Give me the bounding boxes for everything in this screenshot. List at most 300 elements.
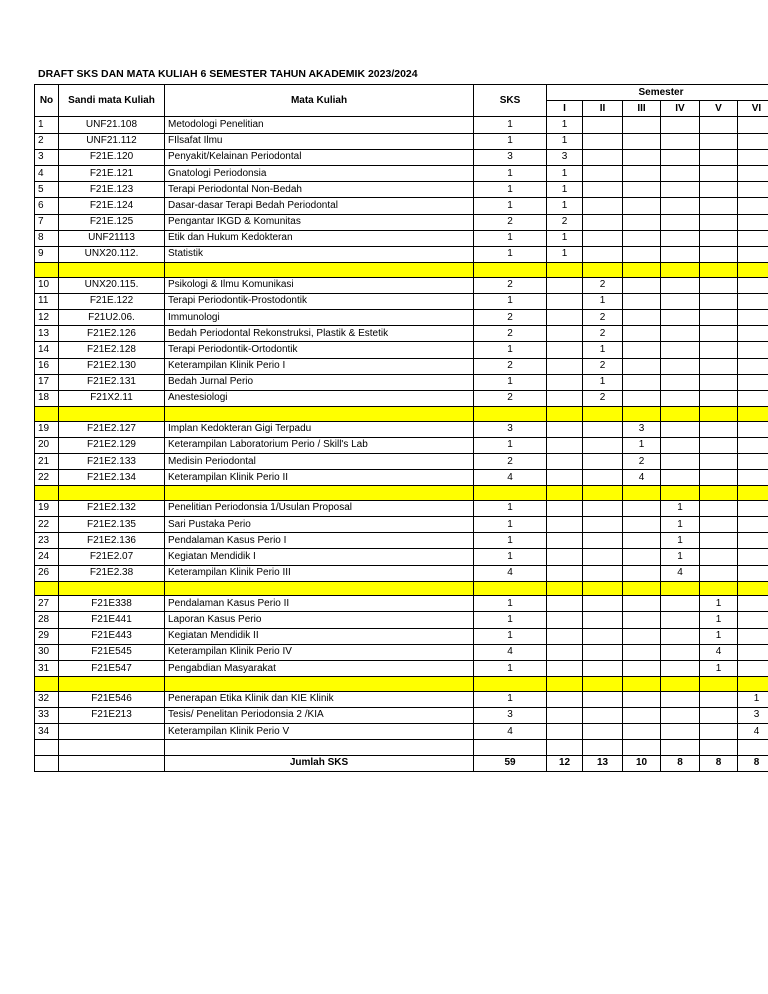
- row-sem-3: [623, 309, 661, 325]
- row-code: F21E2.133: [59, 453, 165, 469]
- row-sem-5: [700, 358, 738, 374]
- row-sem-6: [738, 437, 768, 453]
- table-row: [35, 453, 768, 469]
- separator-cell: [35, 677, 59, 692]
- row-no: 31: [35, 661, 59, 677]
- row-sem-6: [738, 165, 768, 181]
- row-course-name: Pengantar IKGD & Komunitas: [165, 214, 474, 230]
- row-sem-2: [583, 182, 623, 198]
- row-sem-1: [547, 612, 583, 628]
- separator-cell: [583, 677, 623, 692]
- row-course-name: FIlsafat Ilmu: [165, 133, 474, 149]
- table-row: [35, 565, 768, 581]
- group-separator: [35, 263, 768, 278]
- row-sem-2: [583, 421, 623, 437]
- row-no: 10: [35, 277, 59, 293]
- row-sem-2: [583, 517, 623, 533]
- row-sem-4: [661, 277, 700, 293]
- header-sem-4: IV: [661, 101, 700, 117]
- row-course-name: Keterampilan Klinik Perio IV: [165, 644, 474, 660]
- row-sem-3: 2: [623, 453, 661, 469]
- separator-cell: [165, 407, 474, 422]
- header-sandi: Sandi mata Kuliah: [59, 85, 165, 117]
- row-sem-5: [700, 117, 738, 133]
- separator-cell: [661, 677, 700, 692]
- table-row: [35, 358, 768, 374]
- row-sem-1: [547, 596, 583, 612]
- table-row: [35, 133, 768, 149]
- total-sem-6: 8: [738, 755, 768, 771]
- table-row: [35, 182, 768, 198]
- row-sem-4: [661, 182, 700, 198]
- table-row: [35, 326, 768, 342]
- row-sks: 1: [474, 374, 547, 390]
- row-code: F21E2.130: [59, 358, 165, 374]
- total-sem-1: 12: [547, 755, 583, 771]
- row-sem-5: [700, 500, 738, 516]
- row-sem-3: [623, 230, 661, 246]
- row-sem-3: [623, 374, 661, 390]
- row-sem-2: [583, 149, 623, 165]
- row-course-name: Sari Pustaka Perio: [165, 517, 474, 533]
- row-course-name: Bedah Jurnal Perio: [165, 374, 474, 390]
- separator-cell: [474, 486, 547, 501]
- row-course-name: Keterampilan Laboratorium Perio / Skill's Lab: [165, 437, 474, 453]
- row-sem-5: [700, 293, 738, 309]
- row-sem-6: [738, 374, 768, 390]
- row-sem-2: [583, 549, 623, 565]
- row-course-name: Pendalaman Kasus Perio II: [165, 596, 474, 612]
- row-sks: 2: [474, 390, 547, 406]
- row-sem-1: [547, 326, 583, 342]
- separator-cell: [35, 263, 59, 278]
- row-sem-6: [738, 326, 768, 342]
- row-sem-6: [738, 390, 768, 406]
- row-code: F21E.121: [59, 165, 165, 181]
- row-no: 13: [35, 326, 59, 342]
- table-row: [35, 500, 768, 516]
- row-sks: 4: [474, 644, 547, 660]
- row-code: F21E2.132: [59, 500, 165, 516]
- row-code: F21E.122: [59, 293, 165, 309]
- row-code: F21E2.135: [59, 517, 165, 533]
- row-sem-1: [547, 644, 583, 660]
- row-sem-3: [623, 214, 661, 230]
- row-no: 24: [35, 549, 59, 565]
- row-sem-1: [547, 661, 583, 677]
- row-code: F21E2.134: [59, 470, 165, 486]
- row-sem-1: 1: [547, 230, 583, 246]
- row-sem-6: 1: [738, 691, 768, 707]
- row-sem-3: 4: [623, 470, 661, 486]
- row-sem-5: [700, 533, 738, 549]
- group-separator: [35, 486, 768, 501]
- separator-cell: [661, 486, 700, 501]
- row-sks: 1: [474, 230, 547, 246]
- row-no: 8: [35, 230, 59, 246]
- row-sem-2: 2: [583, 326, 623, 342]
- row-sem-5: 1: [700, 628, 738, 644]
- row-sem-4: [661, 374, 700, 390]
- row-sem-5: [700, 214, 738, 230]
- row-sem-4: [661, 437, 700, 453]
- row-sks: 2: [474, 277, 547, 293]
- header-no: No: [35, 85, 59, 117]
- header-mata-kuliah: Mata Kuliah: [165, 85, 474, 117]
- row-course-name: Tesis/ Penelitan Periodonsia 2 /KIA: [165, 707, 474, 723]
- separator-cell: [547, 581, 583, 596]
- total-sem-3: 10: [623, 755, 661, 771]
- row-course-name: Etik dan Hukum Kedokteran: [165, 230, 474, 246]
- separator-cell: [583, 407, 623, 422]
- row-course-name: Terapi Periodontik-Prostodontik: [165, 293, 474, 309]
- separator-cell: [623, 581, 661, 596]
- row-sks: 1: [474, 133, 547, 149]
- row-no: 4: [35, 165, 59, 181]
- row-sem-3: [623, 246, 661, 262]
- row-sks: 1: [474, 246, 547, 262]
- row-sem-2: [583, 644, 623, 660]
- row-sem-4: [661, 293, 700, 309]
- row-sem-4: 4: [661, 565, 700, 581]
- row-sem-1: [547, 453, 583, 469]
- row-sem-3: 3: [623, 421, 661, 437]
- separator-cell: [738, 407, 768, 422]
- table-row: [35, 628, 768, 644]
- row-sem-3: [623, 149, 661, 165]
- row-sem-1: [547, 293, 583, 309]
- row-course-name: Penyakit/Kelainan Periodontal: [165, 149, 474, 165]
- row-course-name: Dasar-dasar Terapi Bedah Periodontal: [165, 198, 474, 214]
- row-sem-4: [661, 628, 700, 644]
- row-sem-1: [547, 358, 583, 374]
- separator-cell: [165, 263, 474, 278]
- row-sem-2: [583, 628, 623, 644]
- separator-cell: [165, 486, 474, 501]
- row-no: 14: [35, 342, 59, 358]
- row-no: 28: [35, 612, 59, 628]
- row-sks: 1: [474, 517, 547, 533]
- row-no: 9: [35, 246, 59, 262]
- row-sem-4: 1: [661, 549, 700, 565]
- row-code: F21E338: [59, 596, 165, 612]
- row-no: 23: [35, 533, 59, 549]
- header-sem-6: VI: [738, 101, 768, 117]
- row-sem-5: [700, 198, 738, 214]
- row-sem-2: 2: [583, 390, 623, 406]
- row-sem-6: [738, 421, 768, 437]
- row-no: 21: [35, 453, 59, 469]
- row-sem-3: [623, 326, 661, 342]
- table-row: [35, 421, 768, 437]
- row-code: F21E.124: [59, 198, 165, 214]
- row-sem-5: 4: [700, 644, 738, 660]
- row-sks: 1: [474, 437, 547, 453]
- table-row: [35, 277, 768, 293]
- separator-cell: [547, 263, 583, 278]
- separator-cell: [661, 581, 700, 596]
- row-course-name: Keterampilan Klinik Perio II: [165, 470, 474, 486]
- row-sem-4: [661, 724, 700, 740]
- row-sem-1: [547, 374, 583, 390]
- row-sem-3: [623, 117, 661, 133]
- row-sem-3: 1: [623, 437, 661, 453]
- table-row: [35, 390, 768, 406]
- row-sks: 3: [474, 149, 547, 165]
- row-no: 26: [35, 565, 59, 581]
- separator-cell: [700, 581, 738, 596]
- row-course-name: Kegiatan Mendidik I: [165, 549, 474, 565]
- row-code: F21E547: [59, 661, 165, 677]
- row-sem-3: [623, 565, 661, 581]
- row-sem-4: [661, 644, 700, 660]
- row-code: F21E2.131: [59, 374, 165, 390]
- row-sem-3: [623, 198, 661, 214]
- row-no: 7: [35, 214, 59, 230]
- row-sem-4: [661, 661, 700, 677]
- row-no: 6: [35, 198, 59, 214]
- total-sem-5: 8: [700, 755, 738, 771]
- separator-cell: [738, 263, 768, 278]
- row-sem-5: [700, 133, 738, 149]
- row-sem-4: [661, 707, 700, 723]
- table-row: [35, 549, 768, 565]
- row-sem-6: [738, 533, 768, 549]
- separator-cell: [165, 581, 474, 596]
- separator-cell: [700, 263, 738, 278]
- row-sks: 1: [474, 342, 547, 358]
- row-sem-4: [661, 246, 700, 262]
- separator-cell: [661, 263, 700, 278]
- row-sem-5: [700, 421, 738, 437]
- row-sks: 1: [474, 661, 547, 677]
- row-code: UNX20.112.: [59, 246, 165, 262]
- row-sem-4: [661, 596, 700, 612]
- row-course-name: Anestesiologi: [165, 390, 474, 406]
- row-sem-2: [583, 612, 623, 628]
- row-course-name: Psikologi & Ilmu Komunikasi: [165, 277, 474, 293]
- separator-cell: [583, 263, 623, 278]
- row-sem-1: 1: [547, 182, 583, 198]
- row-code: F21E.123: [59, 182, 165, 198]
- row-sem-2: 2: [583, 277, 623, 293]
- row-sem-5: [700, 277, 738, 293]
- row-sem-6: [738, 517, 768, 533]
- row-sks: 1: [474, 596, 547, 612]
- row-sem-1: 2: [547, 214, 583, 230]
- row-sem-1: [547, 533, 583, 549]
- row-sem-2: 2: [583, 358, 623, 374]
- row-sem-5: [700, 549, 738, 565]
- row-no: 33: [35, 707, 59, 723]
- row-sem-6: [738, 342, 768, 358]
- row-sem-4: [661, 309, 700, 325]
- row-sem-1: 1: [547, 198, 583, 214]
- row-sem-1: [547, 549, 583, 565]
- row-code: F21E443: [59, 628, 165, 644]
- row-code: [59, 724, 165, 740]
- row-sem-3: [623, 165, 661, 181]
- separator-cell: [623, 677, 661, 692]
- table-row: [35, 309, 768, 325]
- row-code: F21E2.136: [59, 533, 165, 549]
- row-sem-5: 1: [700, 596, 738, 612]
- row-course-name: Pengabdian Masyarakat: [165, 661, 474, 677]
- row-sem-5: [700, 437, 738, 453]
- row-no: 1: [35, 117, 59, 133]
- row-sem-1: [547, 565, 583, 581]
- table-row: [35, 533, 768, 549]
- row-sem-1: [547, 707, 583, 723]
- row-sem-5: [700, 309, 738, 325]
- row-sem-5: [700, 390, 738, 406]
- row-sem-6: [738, 661, 768, 677]
- table-row: [35, 517, 768, 533]
- row-sem-4: [661, 612, 700, 628]
- table-row: [35, 293, 768, 309]
- row-sem-1: [547, 421, 583, 437]
- row-sks: 1: [474, 500, 547, 516]
- separator-cell: [547, 486, 583, 501]
- row-sks: 3: [474, 421, 547, 437]
- row-code: F21E.120: [59, 149, 165, 165]
- table-row: [35, 644, 768, 660]
- row-sem-6: [738, 596, 768, 612]
- row-sem-5: [700, 691, 738, 707]
- row-sem-2: [583, 214, 623, 230]
- row-course-name: Penelitian Periodonsia 1/Usulan Proposal: [165, 500, 474, 516]
- row-sem-5: [700, 707, 738, 723]
- row-no: 3: [35, 149, 59, 165]
- separator-cell: [474, 263, 547, 278]
- table-row: [35, 661, 768, 677]
- row-sem-6: [738, 565, 768, 581]
- row-code: F21E2.38: [59, 565, 165, 581]
- row-sem-6: [738, 500, 768, 516]
- sks-table: [34, 84, 768, 772]
- header-sem-5: V: [700, 101, 738, 117]
- header-sem-2: II: [583, 101, 623, 117]
- row-sem-4: [661, 453, 700, 469]
- row-sem-6: [738, 246, 768, 262]
- row-sem-2: [583, 565, 623, 581]
- row-sem-2: [583, 691, 623, 707]
- separator-cell: [547, 677, 583, 692]
- separator-cell: [59, 263, 165, 278]
- row-sem-5: [700, 165, 738, 181]
- row-no: 2: [35, 133, 59, 149]
- row-sem-1: 1: [547, 246, 583, 262]
- table-row: [35, 596, 768, 612]
- table-row: [35, 117, 768, 133]
- row-sem-1: 3: [547, 149, 583, 165]
- document-title: DRAFT SKS DAN MATA KULIAH 6 SEMESTER TAHUN AKADEMIK 2023/2024: [38, 68, 418, 80]
- separator-cell: [700, 677, 738, 692]
- row-sem-4: [661, 133, 700, 149]
- row-sem-6: [738, 612, 768, 628]
- row-sem-6: [738, 309, 768, 325]
- row-course-name: Keterampilan Klinik Perio III: [165, 565, 474, 581]
- row-sem-3: [623, 707, 661, 723]
- header-sem-3: III: [623, 101, 661, 117]
- row-code: UNX20.115.: [59, 277, 165, 293]
- row-sem-2: [583, 230, 623, 246]
- row-sem-1: [547, 390, 583, 406]
- row-sem-1: 1: [547, 165, 583, 181]
- header-row: [35, 85, 768, 101]
- row-sks: 2: [474, 214, 547, 230]
- row-code: UNF21.108: [59, 117, 165, 133]
- row-code: F21E.125: [59, 214, 165, 230]
- group-separator: [35, 581, 768, 596]
- row-sem-6: [738, 277, 768, 293]
- row-sem-1: [547, 691, 583, 707]
- separator-cell: [700, 407, 738, 422]
- table-row: [35, 691, 768, 707]
- total-row: [35, 755, 768, 771]
- header-semester: Semester: [547, 85, 768, 101]
- row-sem-1: [547, 437, 583, 453]
- row-sem-4: [661, 358, 700, 374]
- row-sks: 1: [474, 182, 547, 198]
- table-row: [35, 230, 768, 246]
- row-course-name: Medisin Periodontal: [165, 453, 474, 469]
- row-code: F21E2.129: [59, 437, 165, 453]
- row-sem-5: [700, 246, 738, 262]
- row-sks: 1: [474, 198, 547, 214]
- row-sem-3: [623, 390, 661, 406]
- separator-cell: [623, 486, 661, 501]
- row-sem-2: 1: [583, 293, 623, 309]
- row-code: F21E2.128: [59, 342, 165, 358]
- row-code: F21E545: [59, 644, 165, 660]
- group-separator: [35, 407, 768, 422]
- row-sem-3: [623, 342, 661, 358]
- row-sks: 2: [474, 309, 547, 325]
- row-sks: 1: [474, 165, 547, 181]
- table-row: [35, 214, 768, 230]
- row-code: F21E441: [59, 612, 165, 628]
- row-sem-3: [623, 628, 661, 644]
- row-sem-4: [661, 326, 700, 342]
- row-course-name: Pendalaman Kasus Perio I: [165, 533, 474, 549]
- row-no: 22: [35, 517, 59, 533]
- separator-cell: [165, 677, 474, 692]
- row-sem-4: [661, 214, 700, 230]
- row-no: 34: [35, 724, 59, 740]
- row-sem-4: [661, 691, 700, 707]
- separator-cell: [59, 677, 165, 692]
- row-sem-1: 1: [547, 133, 583, 149]
- row-course-name: Keterampilan Klinik Perio V: [165, 724, 474, 740]
- row-sem-6: [738, 230, 768, 246]
- row-code: F21X2.11: [59, 390, 165, 406]
- table-row: [35, 707, 768, 723]
- row-sks: 3: [474, 707, 547, 723]
- row-sem-4: [661, 117, 700, 133]
- row-sem-2: [583, 596, 623, 612]
- row-sem-5: 1: [700, 661, 738, 677]
- row-sem-5: [700, 453, 738, 469]
- row-sks: 1: [474, 612, 547, 628]
- separator-cell: [547, 407, 583, 422]
- row-code: F21E2.07: [59, 549, 165, 565]
- row-sem-1: [547, 517, 583, 533]
- row-sem-5: [700, 470, 738, 486]
- total-sks: 59: [474, 755, 547, 771]
- table-row: [35, 165, 768, 181]
- row-code: F21U2.06.: [59, 309, 165, 325]
